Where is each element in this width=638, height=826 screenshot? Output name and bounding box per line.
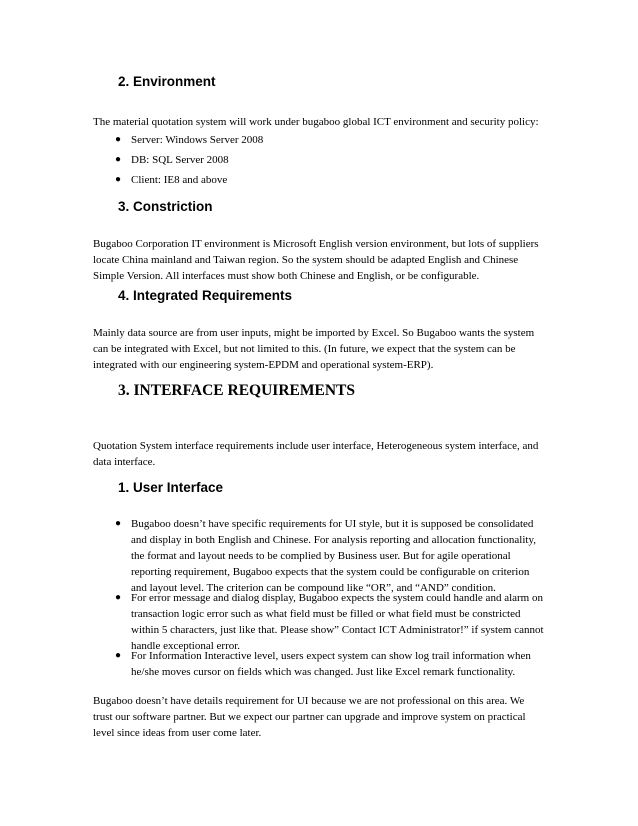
- text-line: the format and layout needs to be complied by Business user. But for agile operational: [131, 550, 511, 562]
- text-line: he/she moves cursor on fields which was changed. Just like Excel remark functionality.: [131, 666, 516, 678]
- text-line: reporting requirement, Bugaboo expects that the system could be configurable on criterion: [131, 566, 530, 578]
- text-line: locate China mainland and Taiwan region. So the system should be adapted English and Chinese: [93, 254, 519, 266]
- list-item-text: [131, 648, 531, 680]
- heading-environment: 2. Environment: [118, 74, 216, 89]
- user-interface-closing-paragraph: [93, 693, 553, 741]
- bullet-icon: ●: [115, 518, 122, 529]
- integrated-paragraph: [93, 325, 553, 373]
- constriction-paragraph: [93, 236, 553, 284]
- interface-requirements-paragraph: [93, 438, 553, 470]
- heading-interface-requirements: 3. INTERFACE REQUIREMENTS: [118, 382, 355, 399]
- text-line: The material quotation system will work under bugaboo global ICT environment and security policy:: [93, 116, 539, 128]
- text-line: handle exceptional error.: [131, 640, 241, 652]
- bullet-icon: ●: [115, 592, 122, 603]
- bullet-icon: ●: [115, 154, 122, 165]
- text-line: transaction logic error such as what field must be filled or what field must be constricted: [131, 608, 521, 620]
- list-item-text: [131, 590, 544, 654]
- text-line: For error message and dialog display, Bugaboo expects the system could handle and alarm on: [131, 592, 543, 604]
- text-line: level since ideas from user come later.: [93, 727, 262, 739]
- bullet-icon: ●: [115, 134, 122, 145]
- list-item-text: [131, 516, 536, 596]
- text-line: Bugaboo doesn’t have details requirement for UI because we are not professional on this area. We: [93, 695, 525, 707]
- bullet-icon: ●: [115, 174, 122, 185]
- bullet-icon: ●: [115, 650, 122, 661]
- text-line: Simple Version. All interfaces must show both Chinese and English, or be configurable.: [93, 270, 480, 282]
- text-line: within 5 characters, just like that. Please show” Contact ICT Administrator!” if system cannot: [131, 624, 544, 636]
- heading-integrated-requirements: 4. Integrated Requirements: [118, 288, 293, 303]
- text-line: can be integrated with Excel, but not limited to this. (In future, we expect that the system can be: [93, 343, 516, 355]
- text-line: trust our software partner. But we expect our partner can upgrade and improve system on practical: [93, 711, 526, 723]
- text-line: data interface.: [93, 456, 156, 468]
- text-line: and layout level. The criterion can be compound like “OR”, and “AND” condition.: [131, 582, 496, 594]
- text-line: integrated with our engineering system-EPDM and operational system-ERP).: [93, 359, 434, 371]
- environment-intro: [93, 114, 553, 130]
- heading-constriction: 3. Constriction: [118, 199, 213, 214]
- text-line: Mainly data source are from user inputs, might be imported by Excel. So Bugaboo wants the system: [93, 327, 535, 339]
- list-item-text: Server: Windows Server 2008: [131, 134, 264, 146]
- list-item-text: DB: SQL Server 2008: [131, 154, 229, 166]
- text-line: Bugaboo Corporation IT environment is Microsoft English version environment, but lots of suppliers: [93, 238, 539, 250]
- list-item-text: Client: IE8 and above: [131, 174, 228, 186]
- text-line: Bugaboo doesn’t have specific requirements for UI style, but it is supposed be consolidated: [131, 518, 534, 530]
- text-line: and display in both English and Chinese. For analysis reporting and allocation functionality,: [131, 534, 536, 546]
- heading-user-interface: 1. User Interface: [118, 480, 224, 495]
- text-line: Quotation System interface requirements include user interface, Heterogeneous system interface, and: [93, 440, 539, 452]
- text-line: For Information Interactive level, users expect system can show log trail information when: [131, 650, 531, 662]
